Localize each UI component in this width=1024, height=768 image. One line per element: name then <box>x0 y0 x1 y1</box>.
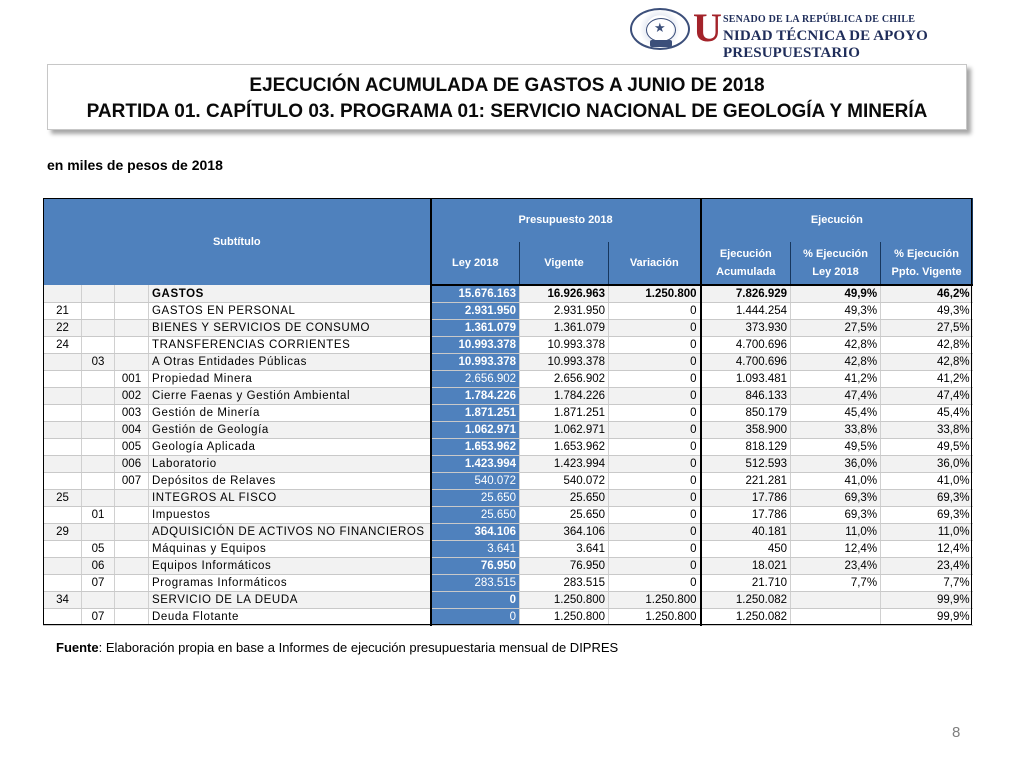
cell-vig: 16.926.963 <box>520 285 609 303</box>
cell-desc: Gestión de Geología <box>149 422 431 439</box>
cell-desc: Máquinas y Equipos <box>149 541 431 558</box>
table-row <box>44 405 973 422</box>
table-row <box>44 592 973 609</box>
cell-desc: BIENES Y SERVICIOS DE CONSUMO <box>149 320 431 337</box>
cell-c2 <box>82 490 115 507</box>
cell-ejec: 818.129 <box>701 439 791 456</box>
cell-c2 <box>82 439 115 456</box>
cell-var: 0 <box>609 405 701 422</box>
cell-pley: 7,7% <box>791 575 881 592</box>
cell-vig: 1.423.994 <box>520 456 609 473</box>
table-row <box>44 371 973 388</box>
cell-ley: 76.950 <box>431 558 520 575</box>
cell-var: 0 <box>609 303 701 320</box>
header-ejecucion: Ejecución <box>701 198 973 242</box>
cell-ley: 3.641 <box>431 541 520 558</box>
table-row <box>44 422 973 439</box>
cell-c3 <box>115 541 149 558</box>
cell-var: 0 <box>609 388 701 405</box>
cell-ejec: 450 <box>701 541 791 558</box>
cell-pvig: 41,0% <box>881 473 973 490</box>
cell-desc: Laboratorio <box>149 456 431 473</box>
cell-c1 <box>44 422 82 439</box>
cell-pvig: 42,8% <box>881 337 973 354</box>
cell-vig: 2.656.902 <box>520 371 609 388</box>
cell-var: 0 <box>609 490 701 507</box>
cell-ley: 1.062.971 <box>431 422 520 439</box>
cell-ejec: 512.593 <box>701 456 791 473</box>
cell-c3 <box>115 507 149 524</box>
cell-vig: 25.650 <box>520 507 609 524</box>
header-pct-vigente-line2: Ppto. Vigente <box>891 266 962 278</box>
cell-c3: 004 <box>115 422 149 439</box>
cell-pley: 42,8% <box>791 354 881 371</box>
cell-c3: 002 <box>115 388 149 405</box>
cell-c2 <box>82 422 115 439</box>
cell-var: 0 <box>609 320 701 337</box>
cell-c1 <box>44 285 82 303</box>
table-row <box>44 303 973 320</box>
cell-vig: 10.993.378 <box>520 337 609 354</box>
cell-var: 0 <box>609 524 701 541</box>
cell-pvig: 11,0% <box>881 524 973 541</box>
cell-var: 1.250.800 <box>609 592 701 609</box>
cell-ejec: 17.786 <box>701 507 791 524</box>
seal-band <box>650 40 672 47</box>
cell-c3 <box>115 490 149 507</box>
cell-ley: 364.106 <box>431 524 520 541</box>
cell-desc: Equipos Informáticos <box>149 558 431 575</box>
cell-desc: A Otras Entidades Públicas <box>149 354 431 371</box>
cell-pley: 45,4% <box>791 405 881 422</box>
cell-desc: TRANSFERENCIAS CORRIENTES <box>149 337 431 354</box>
cell-ley: 0 <box>431 592 520 609</box>
cell-pley: 36,0% <box>791 456 881 473</box>
cell-c3 <box>115 320 149 337</box>
cell-desc: GASTOS <box>149 285 431 303</box>
cell-ley: 0 <box>431 609 520 626</box>
cell-ejec: 4.700.696 <box>701 354 791 371</box>
cell-c1 <box>44 439 82 456</box>
table-row <box>44 354 973 371</box>
cell-ejec: 846.133 <box>701 388 791 405</box>
source-label: Fuente <box>56 640 99 655</box>
cell-pley: 41,2% <box>791 371 881 388</box>
source-note <box>56 640 618 655</box>
cell-pvig: 27,5% <box>881 320 973 337</box>
cell-c1 <box>44 609 82 626</box>
table-row <box>44 507 973 524</box>
cell-pvig: 23,4% <box>881 558 973 575</box>
cell-pley: 12,4% <box>791 541 881 558</box>
cell-var: 0 <box>609 507 701 524</box>
table-row <box>44 285 973 303</box>
cell-c1: 24 <box>44 337 82 354</box>
cell-c1 <box>44 558 82 575</box>
cell-c3 <box>115 354 149 371</box>
cell-c2: 01 <box>82 507 115 524</box>
header-pct-vigente <box>881 242 973 285</box>
cell-pvig: 69,3% <box>881 507 973 524</box>
table-row <box>44 490 973 507</box>
table-row <box>44 575 973 592</box>
cell-ejec: 40.181 <box>701 524 791 541</box>
cell-c2: 05 <box>82 541 115 558</box>
cell-pvig: 47,4% <box>881 388 973 405</box>
table-row <box>44 320 973 337</box>
cell-c3: 001 <box>115 371 149 388</box>
table-row <box>44 609 973 626</box>
cell-ejec: 4.700.696 <box>701 337 791 354</box>
cell-ejec: 21.710 <box>701 575 791 592</box>
cell-desc: GASTOS EN PERSONAL <box>149 303 431 320</box>
cell-desc: SERVICIO DE LA DEUDA <box>149 592 431 609</box>
cell-pley: 47,4% <box>791 388 881 405</box>
cell-vig: 283.515 <box>520 575 609 592</box>
cell-ejec: 18.021 <box>701 558 791 575</box>
cell-c1 <box>44 456 82 473</box>
table-row <box>44 473 973 490</box>
cell-var: 0 <box>609 337 701 354</box>
cell-pvig: 46,2% <box>881 285 973 303</box>
cell-pvig: 36,0% <box>881 456 973 473</box>
cell-pley: 27,5% <box>791 320 881 337</box>
cell-var: 0 <box>609 422 701 439</box>
cell-ejec: 17.786 <box>701 490 791 507</box>
cell-c1: 29 <box>44 524 82 541</box>
cell-pvig: 99,9% <box>881 592 973 609</box>
brand-unit-text: NIDAD TÉCNICA DE APOYO PRESUPUESTARIO <box>723 28 928 61</box>
cell-desc: Geología Aplicada <box>149 439 431 456</box>
cell-pley: 69,3% <box>791 507 881 524</box>
header-ejecucion-acumulada-line1: Ejecución <box>719 248 772 260</box>
source-text: : Elaboración propia en base a Informes de ejecución presupuestaria mensual de DIPRES <box>98 640 619 655</box>
table-row <box>44 558 973 575</box>
cell-c1: 34 <box>44 592 82 609</box>
cell-var: 0 <box>609 439 701 456</box>
cell-desc: Programas Informáticos <box>149 575 431 592</box>
cell-vig: 76.950 <box>520 558 609 575</box>
header-pct-vigente-line1: % Ejecución <box>894 248 959 260</box>
cell-c1: 22 <box>44 320 82 337</box>
table-row <box>44 524 973 541</box>
cell-ley: 15.676.163 <box>431 285 520 303</box>
cell-vig: 25.650 <box>520 490 609 507</box>
cell-c2 <box>82 524 115 541</box>
cell-c3 <box>115 303 149 320</box>
cell-pvig: 49,5% <box>881 439 973 456</box>
cell-ejec: 7.826.929 <box>701 285 791 303</box>
cell-c2 <box>82 303 115 320</box>
header-pct-ley-line1: % Ejecución <box>803 248 868 260</box>
cell-c1 <box>44 507 82 524</box>
cell-ley: 1.871.251 <box>431 405 520 422</box>
cell-desc: Gestión de Minería <box>149 405 431 422</box>
cell-vig: 1.250.800 <box>520 609 609 626</box>
cell-c1 <box>44 371 82 388</box>
cell-c1 <box>44 388 82 405</box>
cell-ejec: 850.179 <box>701 405 791 422</box>
cell-c2: 07 <box>82 609 115 626</box>
cell-c2: 07 <box>82 575 115 592</box>
cell-c2 <box>82 371 115 388</box>
cell-c2 <box>82 473 115 490</box>
cell-desc: Depósitos de Relaves <box>149 473 431 490</box>
cell-pley: 11,0% <box>791 524 881 541</box>
header-vigente: Vigente <box>520 242 609 285</box>
cell-pvig: 42,8% <box>881 354 973 371</box>
cell-pley: 41,0% <box>791 473 881 490</box>
cell-ley: 1.423.994 <box>431 456 520 473</box>
header-subtitulo: Subtítulo <box>44 198 431 285</box>
cell-vig: 10.993.378 <box>520 354 609 371</box>
cell-pley <box>791 609 881 626</box>
cell-c2 <box>82 320 115 337</box>
cell-c3 <box>115 558 149 575</box>
cell-var: 0 <box>609 473 701 490</box>
cell-c3 <box>115 524 149 541</box>
cell-ley: 10.993.378 <box>431 337 520 354</box>
cell-c2 <box>82 592 115 609</box>
brand-initial: U <box>693 5 722 50</box>
cell-ley: 25.650 <box>431 507 520 524</box>
cell-c3 <box>115 609 149 626</box>
title-box <box>47 64 967 130</box>
cell-ejec: 221.281 <box>701 473 791 490</box>
cell-c3 <box>115 592 149 609</box>
cell-desc: ADQUISICIÓN DE ACTIVOS NO FINANCIEROS <box>149 524 431 541</box>
cell-pley: 69,3% <box>791 490 881 507</box>
cell-ejec: 358.900 <box>701 422 791 439</box>
cell-ley: 1.653.962 <box>431 439 520 456</box>
star-icon: ★ <box>654 20 666 35</box>
cell-var: 1.250.800 <box>609 609 701 626</box>
cell-c1 <box>44 473 82 490</box>
cell-desc: Propiedad Minera <box>149 371 431 388</box>
cell-c3: 006 <box>115 456 149 473</box>
cell-vig: 1.653.962 <box>520 439 609 456</box>
cell-ejec: 373.930 <box>701 320 791 337</box>
cell-pley <box>791 592 881 609</box>
cell-pvig: 12,4% <box>881 541 973 558</box>
senado-seal-logo <box>630 8 690 50</box>
cell-var: 1.250.800 <box>609 285 701 303</box>
cell-pvig: 33,8% <box>881 422 973 439</box>
budget-table <box>43 198 973 626</box>
cell-pvig: 7,7% <box>881 575 973 592</box>
cell-c3 <box>115 337 149 354</box>
cell-ejec: 1.093.481 <box>701 371 791 388</box>
cell-vig: 540.072 <box>520 473 609 490</box>
cell-var: 0 <box>609 541 701 558</box>
cell-pley: 49,5% <box>791 439 881 456</box>
cell-desc: Deuda Flotante <box>149 609 431 626</box>
cell-pley: 49,3% <box>791 303 881 320</box>
cell-c2 <box>82 405 115 422</box>
cell-c2 <box>82 337 115 354</box>
cell-pvig: 45,4% <box>881 405 973 422</box>
header-pct-ley <box>791 242 881 285</box>
cell-ley: 2.656.902 <box>431 371 520 388</box>
page-number: 8 <box>952 724 961 741</box>
cell-pley: 33,8% <box>791 422 881 439</box>
cell-c1 <box>44 575 82 592</box>
cell-c3 <box>115 285 149 303</box>
units-note: en miles de pesos de 2018 <box>47 157 223 173</box>
table-body <box>44 285 973 626</box>
cell-c2 <box>82 456 115 473</box>
cell-var: 0 <box>609 575 701 592</box>
cell-ley: 1.361.079 <box>431 320 520 337</box>
cell-vig: 1.361.079 <box>520 320 609 337</box>
cell-ley: 283.515 <box>431 575 520 592</box>
brand-senado-text: SENADO DE LA REPÚBLICA DE CHILE <box>723 14 916 25</box>
cell-c3: 003 <box>115 405 149 422</box>
cell-c3: 007 <box>115 473 149 490</box>
cell-vig: 364.106 <box>520 524 609 541</box>
header-presupuesto: Presupuesto 2018 <box>431 198 701 242</box>
cell-var: 0 <box>609 371 701 388</box>
header-ejecucion-acumulada <box>701 242 791 285</box>
header-ejecucion-acumulada-line2: Acumulada <box>716 266 776 278</box>
cell-var: 0 <box>609 558 701 575</box>
cell-c2: 06 <box>82 558 115 575</box>
table-row <box>44 456 973 473</box>
table-row <box>44 388 973 405</box>
cell-vig: 1.062.971 <box>520 422 609 439</box>
cell-ley: 25.650 <box>431 490 520 507</box>
cell-c2: 03 <box>82 354 115 371</box>
cell-ley: 540.072 <box>431 473 520 490</box>
cell-c1 <box>44 354 82 371</box>
cell-c1 <box>44 405 82 422</box>
cell-c1: 21 <box>44 303 82 320</box>
cell-c3 <box>115 575 149 592</box>
cell-desc: INTEGROS AL FISCO <box>149 490 431 507</box>
title-line-2: PARTIDA 01. CAPÍTULO 03. PROGRAMA 01: SERVICIO NACIONAL DE GEOLOGÍA Y MINERÍA <box>86 101 928 122</box>
cell-vig: 2.931.950 <box>520 303 609 320</box>
cell-desc: Cierre Faenas y Gestión Ambiental <box>149 388 431 405</box>
cell-c2 <box>82 388 115 405</box>
cell-desc: Impuestos <box>149 507 431 524</box>
cell-ejec: 1.250.082 <box>701 592 791 609</box>
header-ley: Ley 2018 <box>431 242 520 285</box>
cell-pley: 49,9% <box>791 285 881 303</box>
cell-ley: 1.784.226 <box>431 388 520 405</box>
cell-c1 <box>44 541 82 558</box>
cell-ley: 10.993.378 <box>431 354 520 371</box>
table-row <box>44 439 973 456</box>
title-line-1: EJECUCIÓN ACUMULADA DE GASTOS A JUNIO DE 2018 <box>249 75 765 96</box>
cell-pley: 42,8% <box>791 337 881 354</box>
cell-c3: 005 <box>115 439 149 456</box>
cell-vig: 1.250.800 <box>520 592 609 609</box>
table-row <box>44 541 973 558</box>
header-pct-ley-line2: Ley 2018 <box>812 266 859 278</box>
header-variacion: Variación <box>609 242 701 285</box>
cell-pvig: 49,3% <box>881 303 973 320</box>
cell-ley: 2.931.950 <box>431 303 520 320</box>
cell-c2 <box>82 285 115 303</box>
cell-ejec: 1.444.254 <box>701 303 791 320</box>
cell-pvig: 69,3% <box>881 490 973 507</box>
table-row <box>44 337 973 354</box>
cell-var: 0 <box>609 354 701 371</box>
cell-pvig: 41,2% <box>881 371 973 388</box>
cell-vig: 1.871.251 <box>520 405 609 422</box>
cell-var: 0 <box>609 456 701 473</box>
cell-pvig: 99,9% <box>881 609 973 626</box>
cell-pley: 23,4% <box>791 558 881 575</box>
cell-vig: 1.784.226 <box>520 388 609 405</box>
cell-vig: 3.641 <box>520 541 609 558</box>
cell-ejec: 1.250.082 <box>701 609 791 626</box>
cell-c1: 25 <box>44 490 82 507</box>
